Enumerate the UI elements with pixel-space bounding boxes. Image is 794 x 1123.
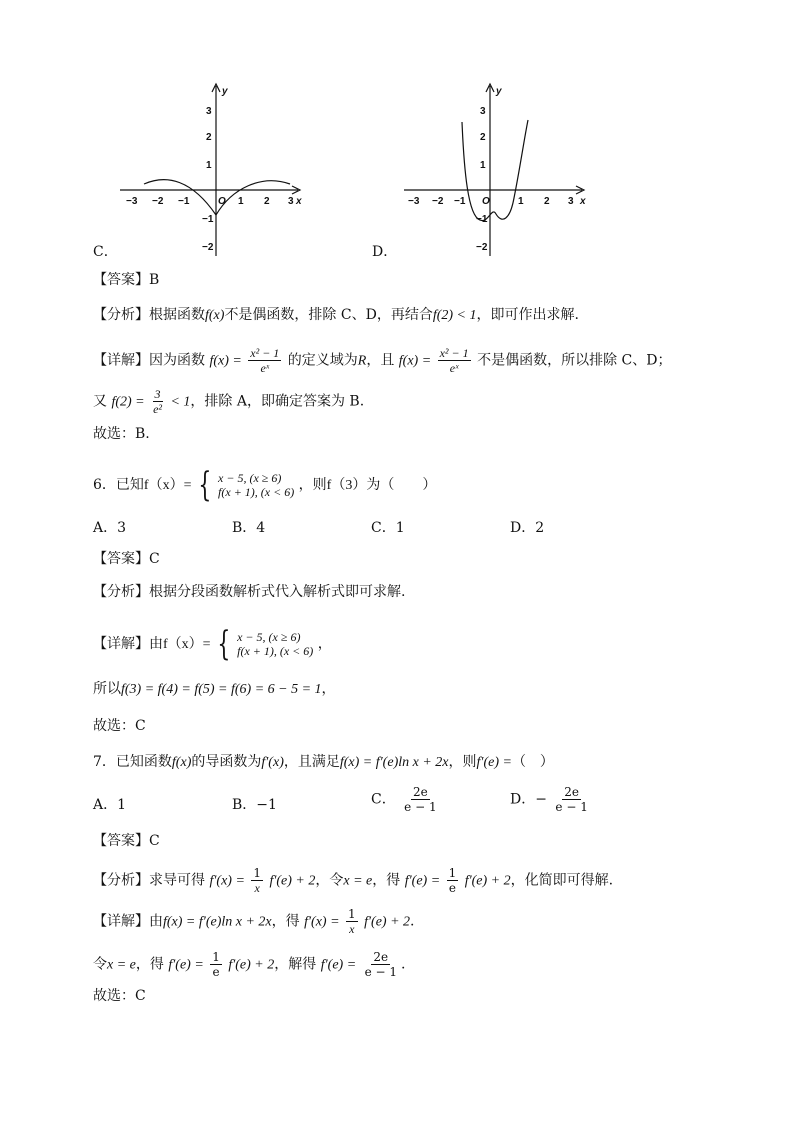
graph-c-ytick: 1 [206, 160, 212, 171]
graph-d [396, 80, 586, 260]
q5-detail-2: 又 f(2) = $\frac{3}{\text{e²}}$ < 1，排除 A，即确定答案为 B. [93, 387, 365, 416]
graph-d-ytick: 1 [480, 160, 486, 171]
q7-stem: 7．已知函数f(x)的导函数为f′(x)，且满足f(x) = f′(e)ln x + 2x，则f′(e) =（ ） [93, 754, 554, 770]
analysis-tag: 【分析】 [93, 584, 149, 600]
q7-detail-2: 令x = e，得 f′(e) = $\frac{1}{e}$ f′(e) + 2，解得 f′(e) = $\frac{2e}{e - 1}$ . [93, 950, 406, 979]
brace: { [217, 624, 231, 664]
graph-c-xtick: 1 [238, 196, 244, 207]
answer-tag: 【答案】 [93, 833, 149, 849]
fraction: $\frac{3}{\text{e²}}$ [153, 387, 163, 416]
graph-d-xtick: 2 [544, 196, 550, 207]
graph-d-y-label: y [496, 86, 502, 97]
graph-c-ytick: −1 [202, 214, 214, 225]
graph-c-xtick: −1 [178, 196, 190, 207]
fraction: $\frac{1}{e}$ [448, 866, 457, 895]
q6-answer [93, 549, 160, 569]
q6-conclusion: 故选：C [93, 718, 146, 734]
graph-d-xtick: 3 [568, 196, 574, 207]
q5-answer [93, 270, 159, 290]
graph-d-x-label: x [580, 196, 586, 207]
answer-tag: 【答案】 [93, 272, 149, 288]
graph-d-ytick: 2 [480, 132, 486, 143]
graph-c-xtick: 3 [288, 196, 294, 207]
fraction: $\frac{\text{x² − 1}}{\text{eˣ}}$ [250, 346, 280, 375]
answer-value: C [149, 833, 160, 849]
q5-analysis: 【分析】根据函数f(x)不是偶函数，排除 C、D，再结合f(2) < 1，即可作出求解. [93, 307, 579, 323]
graph-c-xtick: −3 [126, 196, 138, 207]
graph-d-label: D． [372, 244, 398, 260]
q6-stem: 6．已知f（x）= { x − 5, (x ≥ 6) f(x + 1), (x < 6) ，则f（3）为（ ） [93, 465, 437, 505]
detail-tag: 【详解】 [93, 352, 149, 369]
q6-option-a[interactable]: A．3 [93, 520, 127, 536]
answer-tag: 【答案】 [93, 551, 149, 567]
detail-tag: 【详解】 [93, 636, 149, 652]
brace: { [198, 465, 212, 505]
q7-option-b[interactable]: B．−1 [232, 797, 277, 813]
answer-value: C [149, 551, 160, 567]
graph-d-ytick: 3 [480, 106, 486, 117]
q6-option-b[interactable]: B．4 [232, 520, 266, 536]
graph-d-origin: O [482, 196, 490, 207]
q7-option-c[interactable]: C． $\frac{2e}{e - 1}$ [371, 785, 437, 814]
q7-detail-1: 【详解】由f(x) = f′(e)ln x + 2x，得 f′(x) = $\frac{1}{x}$ f′(e) + 2. [93, 907, 415, 936]
q7-answer [93, 831, 160, 851]
answer-value: B [149, 272, 160, 288]
graph-d-ytick: −2 [476, 242, 488, 253]
q5-detail-1: 【详解】因为函数 f(x) = $\frac{\text{x² − 1}}{\text{eˣ}}$ 的定义域为R，且 f(x) = $\frac{\text{x² − 1}}{\text{eˣ}}$ 不是偶函数，所以排除 C、D； [93, 346, 672, 375]
q6-option-c[interactable]: C．1 [371, 520, 405, 536]
graph-c-origin: O [218, 196, 226, 207]
graph-c-ytick: 3 [206, 106, 212, 117]
graph-d-ytick: −1 [476, 214, 488, 225]
q7-analysis: 【分析】求导可得 f′(x) = $\frac{1}{x}$ f′(e) + 2，令x = e，得 f′(e) = $\frac{1}{e}$ f′(e) + 2，化简即可得解. [93, 866, 614, 895]
piecewise: x − 5, (x ≥ 6) f(x + 1), (x < 6) [237, 630, 314, 658]
detail-tag: 【详解】 [93, 913, 149, 930]
graph-d-xtick: 1 [518, 196, 524, 207]
graph-c-label: C． [93, 244, 118, 260]
analysis-tag: 【分析】 [93, 307, 149, 323]
q5-conclusion: 故选：B. [93, 426, 150, 442]
fraction: $\frac{1}{x}$ [347, 907, 356, 936]
q7-conclusion: 故选：C [93, 988, 146, 1004]
fraction: $\frac{2e}{e - 1}$ [364, 950, 398, 979]
fraction: $\frac{2e}{e - 1}$ [404, 785, 437, 814]
graph-d-xtick: −2 [432, 196, 444, 207]
graph-c-xtick: 2 [264, 196, 270, 207]
graph-c-y-label: y [222, 86, 228, 97]
q6-detail-1: 【详解】由f（x）= { x − 5, (x ≥ 6) f(x + 1), (x < 6) ， [93, 624, 332, 664]
graph-c-x-label: x [296, 196, 302, 207]
fraction: $\frac{\text{x² − 1}}{\text{eˣ}}$ [439, 346, 469, 375]
piecewise: x − 5, (x ≥ 6) f(x + 1), (x < 6) [218, 471, 295, 499]
q6-analysis: 【分析】根据分段函数解析式代入解析式即可求解. [93, 584, 406, 600]
graph-c [112, 80, 302, 260]
graph-c-ytick: 2 [206, 132, 212, 143]
analysis-tag: 【分析】 [93, 872, 149, 889]
q7-option-a[interactable]: A．1 [93, 797, 127, 813]
fraction: $\frac{1}{e}$ [212, 950, 220, 979]
q6-option-d[interactable]: D．2 [510, 520, 545, 536]
q7-option-d[interactable]: D．− $\frac{2e}{e - 1}$ [510, 785, 588, 814]
q6-detail-2: 所以f(3) = f(4) = f(5) = f(6) = 6 − 5 = 1， [93, 681, 336, 697]
fraction: $\frac{1}{x}$ [253, 866, 261, 895]
graph-d-xtick: −3 [408, 196, 420, 207]
fraction: $\frac{2e}{e - 1}$ [555, 785, 588, 814]
graph-c-ytick: −2 [202, 242, 214, 253]
graph-d-xtick: −1 [454, 196, 466, 207]
graph-c-xtick: −2 [152, 196, 164, 207]
